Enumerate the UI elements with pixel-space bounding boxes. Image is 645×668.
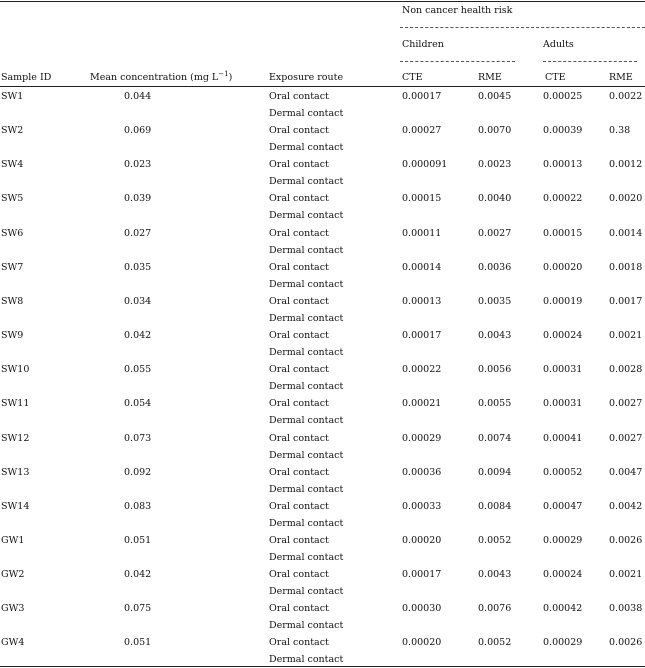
cell-mean-concentration: 0.075 <box>124 603 152 615</box>
cell-sample-id: GW3 <box>1 603 25 615</box>
cell-mean-concentration: 0.042 <box>124 330 152 341</box>
cell-children-rme: 0.0043 <box>478 569 512 581</box>
cell-route-oral: Oral contact <box>269 432 329 444</box>
cell-sample-id: SW5 <box>1 193 24 205</box>
children-divider <box>400 61 515 62</box>
cell-mean-concentration: 0.044 <box>124 91 152 102</box>
col-header-sample-id: Sample ID <box>1 72 52 83</box>
cell-children-cte: 0.00030 <box>402 603 442 615</box>
cell-adults-cte: 0.00031 <box>543 398 583 410</box>
cell-mean-concentration: 0.092 <box>124 466 152 478</box>
cell-route-oral: Oral contact <box>269 603 329 615</box>
cell-children-rme: 0.0055 <box>478 398 512 410</box>
cell-mean-concentration: 0.027 <box>124 227 152 239</box>
cell-sample-id: SW4 <box>1 159 24 171</box>
cell-route-dermal: Dermal contact <box>269 517 344 529</box>
cell-route-dermal: Dermal contact <box>269 654 344 666</box>
cell-children-cte: 0.00027 <box>402 125 442 137</box>
col-header-exposure-route: Exposure route <box>269 72 344 83</box>
col-header-children-cte: CTE <box>402 72 423 83</box>
cell-children-cte: 0.00015 <box>402 193 442 205</box>
cell-adults-cte: 0.00019 <box>543 295 583 307</box>
cell-sample-id: SW6 <box>1 227 24 239</box>
cell-adults-cte: 0.00022 <box>543 193 583 205</box>
cell-route-oral: Oral contact <box>269 466 329 478</box>
cell-route-oral: Oral contact <box>269 227 329 239</box>
cell-route-dermal: Dermal contact <box>269 312 344 324</box>
mean-conc-suffix: ) <box>228 72 233 83</box>
group-header-divider <box>400 27 645 28</box>
cell-sample-id: SW11 <box>1 398 30 410</box>
cell-adults-rme: 0.0026 <box>609 535 643 546</box>
cell-route-dermal: Dermal contact <box>269 347 344 358</box>
cell-sample-id: SW10 <box>1 364 30 376</box>
cell-children-cte: 0.00011 <box>402 227 442 239</box>
cell-route-oral: Oral contact <box>269 261 329 273</box>
cell-sample-id: SW7 <box>1 261 24 273</box>
cell-route-oral: Oral contact <box>269 364 329 376</box>
cell-children-cte: 0.00033 <box>402 500 442 512</box>
cell-children-rme: 0.0056 <box>478 364 512 376</box>
cell-children-cte: 0.00022 <box>402 364 442 376</box>
subheader-adults: Adults <box>543 39 574 50</box>
cell-route-dermal: Dermal contact <box>269 278 344 290</box>
cell-children-cte: 0.00020 <box>402 535 442 546</box>
cell-mean-concentration: 0.069 <box>124 125 152 137</box>
cell-adults-cte: 0.00052 <box>543 466 583 478</box>
cell-children-rme: 0.0045 <box>478 91 512 102</box>
cell-adults-cte: 0.00029 <box>543 637 583 649</box>
cell-route-dermal: Dermal contact <box>269 210 344 222</box>
cell-sample-id: SW8 <box>1 295 24 307</box>
cell-mean-concentration: 0.083 <box>124 500 152 512</box>
cell-mean-concentration: 0.073 <box>124 432 152 444</box>
cell-adults-rme: 0.0028 <box>609 364 643 376</box>
cell-sample-id: SW2 <box>1 125 24 137</box>
cell-adults-cte: 0.00039 <box>543 125 583 137</box>
cell-adults-rme: 0.0027 <box>609 432 643 444</box>
cell-children-rme: 0.0076 <box>478 603 512 615</box>
cell-children-cte: 0.00014 <box>402 261 442 273</box>
cell-adults-cte: 0.00047 <box>543 500 583 512</box>
cell-adults-cte: 0.00029 <box>543 535 583 546</box>
cell-children-cte: 0.00013 <box>402 295 442 307</box>
cell-adults-rme: 0.38 <box>609 125 631 137</box>
cell-children-rme: 0.0035 <box>478 295 512 307</box>
cell-children-rme: 0.0070 <box>478 125 512 137</box>
cell-route-oral: Oral contact <box>269 569 329 581</box>
cell-adults-rme: 0.0022 <box>609 91 643 102</box>
cell-sample-id: SW9 <box>1 330 24 341</box>
cell-children-cte: 0.00017 <box>402 330 442 341</box>
cell-adults-cte: 0.00031 <box>543 364 583 376</box>
cell-adults-cte: 0.00015 <box>543 227 583 239</box>
cell-adults-rme: 0.0021 <box>609 330 643 341</box>
cell-route-dermal: Dermal contact <box>269 620 344 632</box>
cell-route-dermal: Dermal contact <box>269 415 344 427</box>
cell-children-cte: 0.00017 <box>402 569 442 581</box>
cell-route-dermal: Dermal contact <box>269 483 344 495</box>
cell-route-dermal: Dermal contact <box>269 108 344 119</box>
cell-children-cte: 0.000091 <box>402 159 448 171</box>
subheader-children: Children <box>402 39 444 50</box>
cell-children-rme: 0.0052 <box>478 535 512 546</box>
cell-route-dermal: Dermal contact <box>269 244 344 256</box>
cell-route-dermal: Dermal contact <box>269 552 344 563</box>
cell-adults-cte: 0.00013 <box>543 159 583 171</box>
cell-mean-concentration: 0.023 <box>124 159 152 171</box>
cell-sample-id: SW1 <box>1 91 24 102</box>
cell-mean-concentration: 0.054 <box>124 398 152 410</box>
cell-adults-rme: 0.0018 <box>609 261 643 273</box>
col-header-mean-concentration <box>90 69 233 84</box>
cell-children-rme: 0.0094 <box>478 466 512 478</box>
cell-route-oral: Oral contact <box>269 193 329 205</box>
cell-adults-rme: 0.0014 <box>609 227 643 239</box>
cell-children-rme: 0.0040 <box>478 193 512 205</box>
cell-route-dermal: Dermal contact <box>269 176 344 188</box>
cell-sample-id: GW1 <box>1 535 25 546</box>
cell-mean-concentration: 0.034 <box>124 295 152 307</box>
cell-sample-id: GW4 <box>1 637 25 649</box>
cell-route-oral: Oral contact <box>269 637 329 649</box>
cell-adults-rme: 0.0047 <box>609 466 643 478</box>
col-header-children-rme: RME <box>478 72 502 83</box>
cell-adults-rme: 0.0012 <box>609 159 643 171</box>
cell-mean-concentration: 0.039 <box>124 193 152 205</box>
cell-children-rme: 0.0084 <box>478 500 512 512</box>
cell-children-rme: 0.0036 <box>478 261 512 273</box>
mean-conc-prefix: Mean concentration (mg L <box>90 72 219 83</box>
cell-children-rme: 0.0052 <box>478 637 512 649</box>
cell-mean-concentration: 0.042 <box>124 569 152 581</box>
cell-adults-rme: 0.0026 <box>609 637 643 649</box>
cell-children-cte: 0.00017 <box>402 91 442 102</box>
header-bottom-rule <box>0 86 645 87</box>
col-header-adults-rme: RME <box>609 72 633 83</box>
cell-mean-concentration: 0.051 <box>124 637 152 649</box>
cell-sample-id: SW13 <box>1 466 30 478</box>
cell-adults-cte: 0.00020 <box>543 261 583 273</box>
cell-children-rme: 0.0043 <box>478 330 512 341</box>
cell-mean-concentration: 0.051 <box>124 535 152 546</box>
cell-route-oral: Oral contact <box>269 295 329 307</box>
cell-adults-rme: 0.0027 <box>609 398 643 410</box>
cell-route-dermal: Dermal contact <box>269 586 344 598</box>
cell-sample-id: GW2 <box>1 569 25 581</box>
cell-route-oral: Oral contact <box>269 535 329 546</box>
cell-children-cte: 0.00036 <box>402 466 442 478</box>
cell-children-cte: 0.00029 <box>402 432 442 444</box>
cell-sample-id: SW14 <box>1 500 30 512</box>
cell-children-rme: 0.0023 <box>478 159 512 171</box>
cell-route-dermal: Dermal contact <box>269 449 344 461</box>
col-header-adults-cte: CTE <box>545 72 566 83</box>
cell-mean-concentration: 0.035 <box>124 261 152 273</box>
cell-route-oral: Oral contact <box>269 330 329 341</box>
cell-route-oral: Oral contact <box>269 125 329 137</box>
cell-route-oral: Oral contact <box>269 91 329 102</box>
cell-adults-cte: 0.00024 <box>543 569 583 581</box>
cell-route-oral: Oral contact <box>269 159 329 171</box>
group-header-non-cancer: Non cancer health risk <box>402 5 513 16</box>
table-top-rule <box>0 1 645 2</box>
cell-mean-concentration: 0.055 <box>124 364 152 376</box>
cell-adults-cte: 0.00042 <box>543 603 583 615</box>
cell-children-rme: 0.0074 <box>478 432 512 444</box>
cell-adults-rme: 0.0021 <box>609 569 643 581</box>
cell-children-rme: 0.0027 <box>478 227 512 239</box>
mean-conc-sup: −1 <box>218 69 229 78</box>
adults-divider <box>543 61 637 62</box>
cell-route-oral: Oral contact <box>269 398 329 410</box>
cell-children-cte: 0.00020 <box>402 637 442 649</box>
cell-adults-cte: 0.00041 <box>543 432 583 444</box>
cell-adults-cte: 0.00024 <box>543 330 583 341</box>
cell-sample-id: SW12 <box>1 432 30 444</box>
cell-adults-cte: 0.00025 <box>543 91 583 102</box>
cell-adults-rme: 0.0017 <box>609 295 643 307</box>
cell-route-dermal: Dermal contact <box>269 142 344 154</box>
cell-adults-rme: 0.0020 <box>609 193 643 205</box>
cell-route-oral: Oral contact <box>269 500 329 512</box>
table-bottom-rule <box>0 666 645 667</box>
cell-adults-rme: 0.0038 <box>609 603 643 615</box>
cell-route-dermal: Dermal contact <box>269 381 344 393</box>
cell-children-cte: 0.00021 <box>402 398 442 410</box>
cell-adults-rme: 0.0042 <box>609 500 643 512</box>
